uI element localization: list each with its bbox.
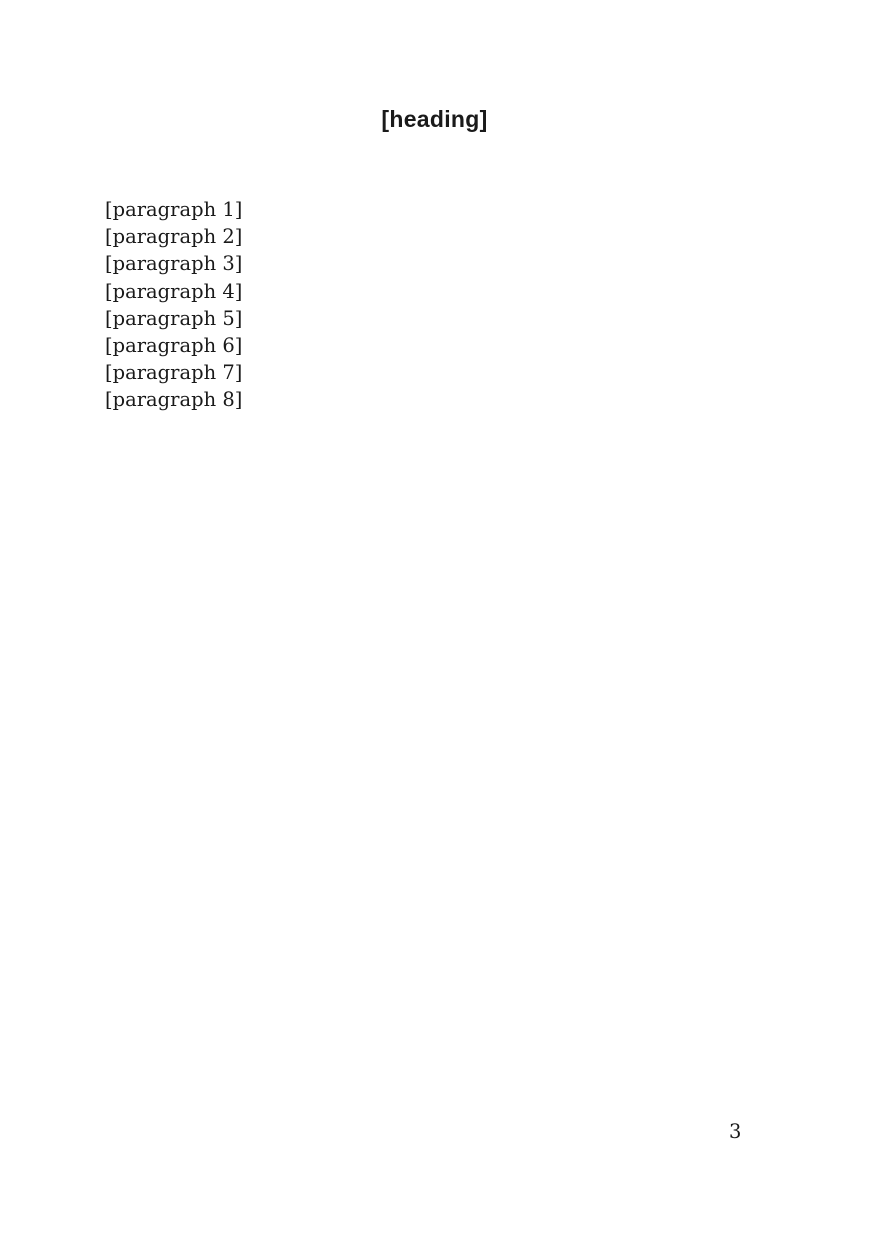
paragraph: [paragraph 7] <box>105 361 243 385</box>
page-title: [heading] <box>381 106 488 132</box>
paragraph: [paragraph 4] <box>105 279 243 303</box>
paragraph: [paragraph 6] <box>105 334 243 358</box>
page-number: 3 <box>729 1120 742 1143</box>
paragraph: [paragraph 5] <box>105 306 243 330</box>
paragraph: [paragraph 2] <box>105 225 243 249</box>
body-text <box>78 196 744 414</box>
paragraph: [paragraph 1] <box>105 198 243 221</box>
paragraph: [paragraph 8] <box>105 388 243 412</box>
paragraph: [paragraph 3] <box>105 252 243 276</box>
